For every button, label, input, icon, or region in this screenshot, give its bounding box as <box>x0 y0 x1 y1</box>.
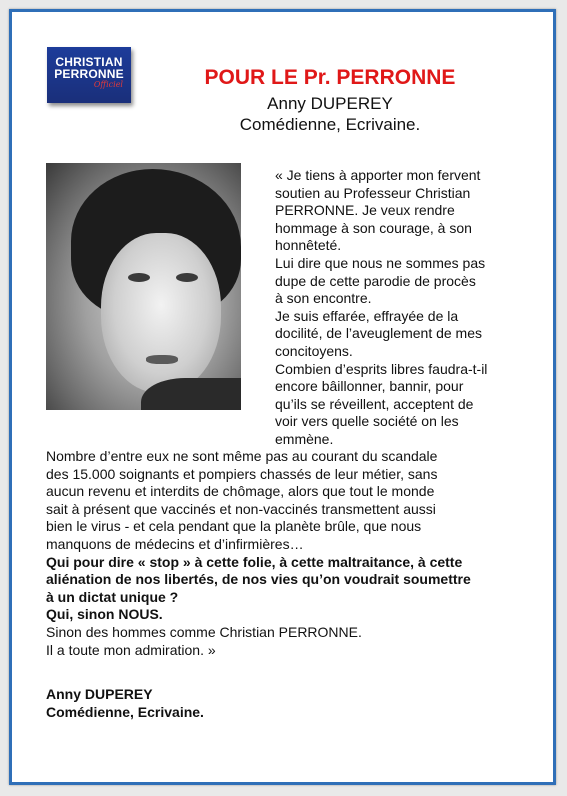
body-line: bien le virus - et cela pendant que la planète brûle, que nous <box>46 518 422 535</box>
quote-line: Lui dire que nous ne sommes pas <box>275 254 486 271</box>
quote-line: qu’ils se réveillent, acceptent de <box>275 395 474 412</box>
portrait-eye-left <box>128 273 150 282</box>
bold-line: à un dictat unique ? <box>46 588 179 605</box>
logo-line-2: PERRONNE <box>54 67 124 81</box>
quote-line: emmène. <box>275 430 334 447</box>
body-line: sait à présent que vaccinés et non-vaccinés transmettent aussi <box>46 500 436 517</box>
signature-name: Anny DUPEREY <box>46 686 153 702</box>
author-profession: Comédienne, Ecrivaine. <box>239 115 421 134</box>
quote-line: soutien au Professeur Christian <box>275 184 471 201</box>
header-subtitle <box>170 93 490 135</box>
signature <box>46 685 346 721</box>
quote-block <box>275 167 525 449</box>
quote-line: Je suis effarée, effrayée de la <box>275 307 459 324</box>
body-line: aucun revenu et interdits de chômage, alors que tout le monde <box>46 483 435 500</box>
body-text <box>46 448 538 659</box>
body-line: manquons de médecins et d’infirmières… <box>46 535 304 552</box>
quote-line: hommage à son courage, à son <box>275 219 472 236</box>
portrait-eye-right <box>176 273 198 282</box>
body-line: Nombre d’entre eux ne sont même pas au courant du scandale <box>46 448 438 464</box>
portrait-face <box>101 233 221 393</box>
logo-line-3: Officiel <box>93 80 123 89</box>
logo-line-1: CHRISTIAN <box>55 55 123 69</box>
portrait-photo <box>46 163 241 410</box>
page-title: POUR LE Pr. PERRONNE <box>204 66 456 89</box>
quote-line: docilité, de l’aveuglement de mes <box>275 325 483 342</box>
portrait-shoulder <box>141 378 241 410</box>
signature-profession: Comédienne, Ecrivaine. <box>46 704 204 720</box>
closing-line: Sinon des hommes comme Christian PERRONNE. <box>46 623 362 640</box>
quote-line: « Je tiens à apporter mon fervent <box>275 167 481 183</box>
quote-line: honnêteté. <box>275 237 342 254</box>
body-line: des 15.000 soignants et pompiers chassés de leur métier, sans <box>46 465 438 482</box>
portrait-mouth <box>146 355 178 364</box>
quote-line: à son encontre. <box>275 290 372 307</box>
quote-line: PERRONNE. Je veux rendre <box>275 202 455 219</box>
author-name: Anny DUPEREY <box>267 94 393 113</box>
bold-line: aliénation de nos libertés, de nos vies qu’on voudrait soumettre <box>46 571 471 588</box>
christian-perronne-logo <box>47 47 131 103</box>
closing-line: Il a toute mon admiration. » <box>46 641 216 658</box>
quote-line: encore bâillonner, bannir, pour <box>275 378 464 395</box>
quote-line: dupe de cette parodie de procès <box>275 272 476 289</box>
quote-line: voir vers quelle société on les <box>275 413 459 430</box>
quote-line: Combien d’esprits libres faudra-t-il <box>275 360 488 377</box>
bold-line: Qui pour dire « stop » à cette folie, à cette maltraitance, à cette <box>46 553 463 570</box>
bold-line: Qui, sinon NOUS. <box>46 606 163 623</box>
quote-line: concitoyens. <box>275 342 353 359</box>
